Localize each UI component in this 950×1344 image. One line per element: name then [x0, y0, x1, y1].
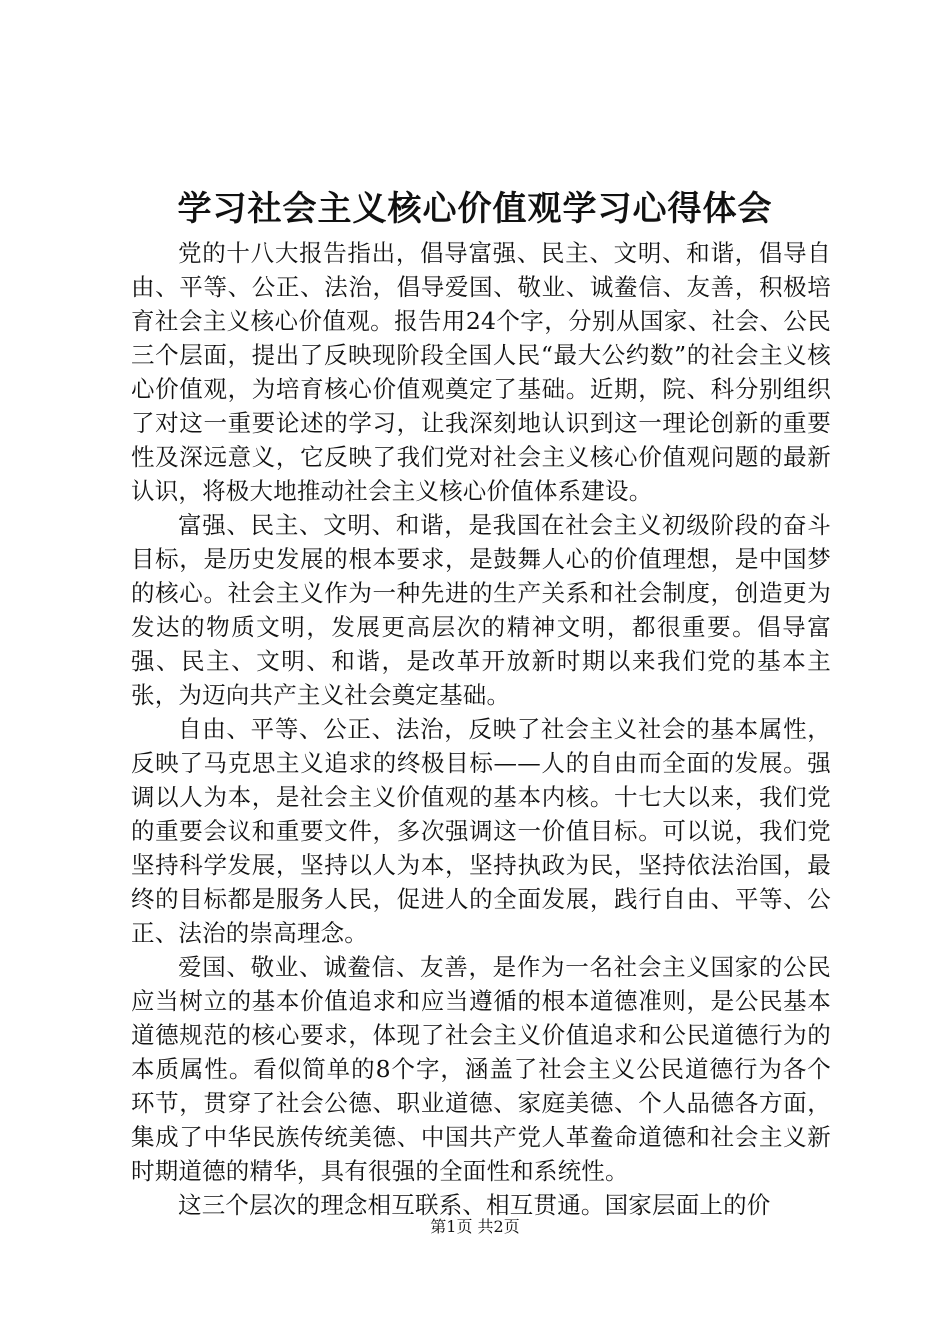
paragraph-1: 党的十八大报告指出，倡导富强、民主、文明、和谐，倡导自由、平等、公正、法治，倡导爱国、敬业、诚鲞信、友善，积极培育社会主义核心价值观。报告用24个字，分别从国家、社会、公民三个层面，提出了反映现阶段全国人民“最大公约数”的社会主义核心价值观，为培育核心价值观奠定了基础。近期，院、科分别组织了对这一重要论述的学习，让我深刻地认识到这一理论创新的重要性及深远意义，它反映了我们党对社会主义核心价值观问题的最新认识，将极大地推动社会主义核心价值体系建设。: [131, 239, 831, 505]
paragraph-3: 自由、平等、公正、法治，反映了社会主义社会的基本属性，反映了马克思主义追求的终极目标——人的自由而全面的发展。强调以人为本，是社会主义价值观的基本内核。十七大以来，我们党的重要会议和重要文件，多次强调这一价值目标。可以说，我们党坚持科学发展，坚持以人为本，坚持执政为民，坚持依法治国，最终的目标都是服务人民，促进人的全面发展，践行自由、平等、公正、法治的崇高理念。: [131, 715, 831, 947]
paragraph-2: 富强、民主、文明、和谐，是我国在社会主义初级阶段的奋斗目标，是历史发展的根本要求，是鼓舞人心的价值理想，是中国梦的核心。社会主义作为一种先进的生产关系和社会制度，创造更为发达的物质文明，发展更高层次的精神文明，都很重要。倡导富强、民主、文明、和谐，是改革开放新时期以来我们党的基本主张，为迈向共产主义社会奠定基础。: [131, 511, 831, 709]
document-title: 学习社会主义核心价值观学习心得体会: [177, 189, 773, 229]
paragraph-5: 这三个层次的理念相互联系、相互贯通。国家层面上的价: [178, 1191, 771, 1219]
page-number-footer: 第1页 共2页: [430, 1217, 520, 1236]
paragraph-4: 爱国、敬业、诚鲞信、友善，是作为一名社会主义国家的公民应当树立的基本价值追求和应当遵循的根本道德准则，是公民基本道德规范的核心要求，体现了社会主义价值追求和公民道德行为的本质属性。看似简单的8个字，涵盖了社会主义公民道德行为各个环节，贯穿了社会公德、职业道德、家庭美德、个人品德各方面，集成了中华民族传统美德、中国共产党人革鲞命道德和社会主义新时期道德的精华，具有很强的全面性和系统性。: [131, 953, 831, 1185]
document-body: [131, 236, 831, 1222]
